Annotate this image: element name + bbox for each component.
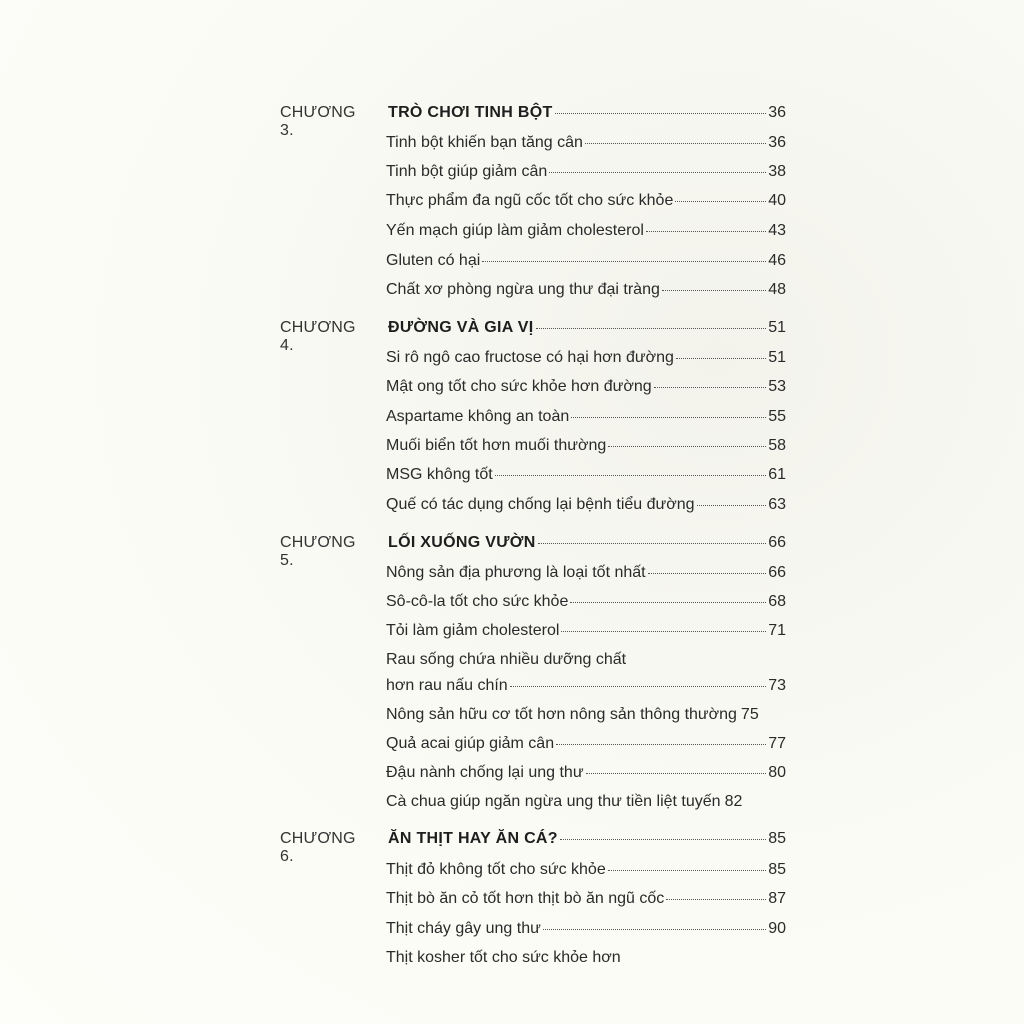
page-number: 82	[724, 793, 743, 810]
toc-entry-row[interactable]	[386, 920, 786, 938]
entry-title: Gluten có hại	[386, 252, 481, 269]
chapter-label: CHƯƠNG 3.	[280, 104, 356, 139]
page-number: 61	[768, 466, 786, 483]
toc-entry-row[interactable]	[386, 252, 786, 270]
dot-leader	[646, 231, 766, 232]
entry-title: Thịt kosher tốt cho sức khỏe hơn	[386, 949, 621, 966]
page-number: 77	[768, 735, 786, 752]
dot-leader	[482, 261, 766, 262]
entry-title: Cà chua giúp ngăn ngừa ung thư tiền liệt tuyến	[386, 793, 721, 810]
dot-leader	[585, 143, 766, 144]
toc-entry-row[interactable]	[386, 764, 786, 782]
page-number: 80	[768, 764, 786, 781]
toc-entry-row[interactable]	[386, 496, 786, 514]
toc-entry-row[interactable]	[386, 677, 786, 695]
toc-entry-row[interactable]	[386, 408, 786, 426]
chapter-label: CHƯƠNG 4.	[280, 319, 356, 354]
page-number: 55	[768, 408, 786, 425]
toc-entry-row[interactable]	[386, 593, 786, 611]
toc-chapter-row[interactable]	[388, 830, 786, 848]
toc-chapter-row[interactable]	[388, 319, 786, 337]
page-number: 53	[768, 378, 786, 395]
page-number: 40	[768, 192, 786, 209]
chapter-label: CHƯƠNG 5.	[280, 534, 356, 569]
dot-leader	[561, 631, 766, 632]
toc-entry-row[interactable]	[386, 564, 786, 582]
page-number: 63	[768, 496, 786, 513]
toc-entry-row[interactable]	[386, 134, 786, 152]
entry-title: Nông sản hữu cơ tốt hơn nông sản thông thường	[386, 706, 737, 723]
entry-title: Tỏi làm giảm cholesterol	[386, 622, 560, 639]
page-number: 85	[768, 830, 786, 847]
page-number: 36	[768, 104, 786, 121]
entry-title: Tinh bột khiến bạn tăng cân	[386, 134, 583, 151]
page-number: 46	[768, 252, 786, 269]
dot-leader	[549, 172, 766, 173]
entry-title: Mật ong tốt cho sức khỏe hơn đường	[386, 378, 652, 395]
entry-title: Thịt cháy gây ung thư	[386, 920, 541, 937]
dot-leader	[571, 417, 766, 418]
dot-leader	[676, 358, 766, 359]
dot-leader	[586, 773, 767, 774]
dot-leader	[697, 505, 767, 506]
chapter-title: TRÒ CHƠI TINH BỘT	[388, 104, 553, 121]
page-number: 51	[768, 349, 786, 366]
toc-entry-row[interactable]	[386, 163, 786, 181]
toc-entry-row[interactable]	[386, 890, 786, 908]
page-number: 71	[768, 622, 786, 639]
toc-entry-row[interactable]	[386, 222, 786, 240]
dot-leader	[662, 290, 766, 291]
page-number: 68	[768, 593, 786, 610]
page-number: 75	[740, 706, 759, 723]
page-number: 87	[768, 890, 786, 907]
dot-leader	[560, 839, 766, 840]
entry-title: MSG không tốt	[386, 466, 493, 483]
page-number: 36	[768, 134, 786, 151]
page-number: 38	[768, 163, 786, 180]
entry-title: Quả acai giúp giảm cân	[386, 735, 555, 752]
toc-entry-row[interactable]	[386, 437, 786, 455]
toc-entry-row[interactable]	[386, 192, 786, 210]
entry-title: Thịt đỏ không tốt cho sức khỏe	[386, 861, 606, 878]
toc-entry-row[interactable]	[386, 281, 786, 299]
dot-leader	[654, 387, 767, 388]
page-number: 58	[768, 437, 786, 454]
entry-title: Muối biển tốt hơn muối thường	[386, 437, 607, 454]
dot-leader	[556, 744, 766, 745]
entry-title: Thịt bò ăn cỏ tốt hơn thịt bò ăn ngũ cốc	[386, 890, 665, 907]
page-number: 85	[768, 861, 786, 878]
dot-leader	[536, 328, 767, 329]
toc-entry-row[interactable]	[386, 793, 786, 811]
page-number: 66	[768, 534, 786, 551]
chapter-title: LỐI XUỐNG VƯỜN	[388, 534, 536, 551]
page-number: 51	[768, 319, 786, 336]
page-number: 73	[768, 677, 786, 694]
entry-title: Aspartame không an toàn	[386, 408, 570, 425]
chapter-title: ĂN THỊT HAY ĂN CÁ?	[388, 830, 558, 847]
entry-title: Nông sản địa phương là loại tốt nhất	[386, 564, 646, 581]
toc-chapter-row[interactable]	[388, 534, 786, 552]
dot-leader	[538, 543, 767, 544]
toc-entry-row[interactable]	[386, 349, 786, 367]
entry-title: Thực phẩm đa ngũ cốc tốt cho sức khỏe	[386, 192, 674, 209]
entry-title: Tinh bột giúp giảm cân	[386, 163, 548, 180]
dot-leader	[608, 446, 766, 447]
dot-leader	[675, 201, 766, 202]
toc-entry-row[interactable]	[386, 861, 786, 879]
toc-entry-row[interactable]	[386, 706, 786, 724]
entry-title: Si rô ngô cao fructose có hại hơn đường	[386, 349, 674, 366]
dot-leader	[648, 573, 767, 574]
toc-entry-row[interactable]	[386, 735, 786, 753]
dot-leader	[495, 475, 766, 476]
dot-leader	[510, 686, 767, 687]
toc-entry-row[interactable]	[386, 622, 786, 640]
page-number: 43	[768, 222, 786, 239]
dot-leader	[666, 899, 766, 900]
page-number: 90	[768, 920, 786, 937]
toc-entry-row[interactable]	[386, 378, 786, 396]
entry-title: hơn rau nấu chín	[386, 677, 508, 694]
entry-title: Chất xơ phòng ngừa ung thư đại tràng	[386, 281, 660, 298]
dot-leader	[608, 870, 766, 871]
entry-title: Đậu nành chống lại ung thư	[386, 764, 584, 781]
dot-leader	[543, 929, 766, 930]
entry-title: Yến mạch giúp làm giảm cholesterol	[386, 222, 644, 239]
chapter-label: CHƯƠNG 6.	[280, 830, 356, 865]
toc-chapter-row[interactable]	[388, 104, 786, 122]
page-number: 48	[768, 281, 786, 298]
entry-title-line1: Rau sống chứa nhiều dưỡng chất	[386, 651, 627, 668]
dot-leader	[555, 113, 767, 114]
chapter-title: ĐƯỜNG VÀ GIA VỊ	[388, 319, 534, 336]
dot-leader	[570, 602, 766, 603]
page-number: 66	[768, 564, 786, 581]
entry-title: Sô-cô-la tốt cho sức khỏe	[386, 593, 569, 610]
entry-title: Quế có tác dụng chống lại bệnh tiểu đường	[386, 496, 695, 513]
toc-entry-row[interactable]	[386, 466, 786, 484]
